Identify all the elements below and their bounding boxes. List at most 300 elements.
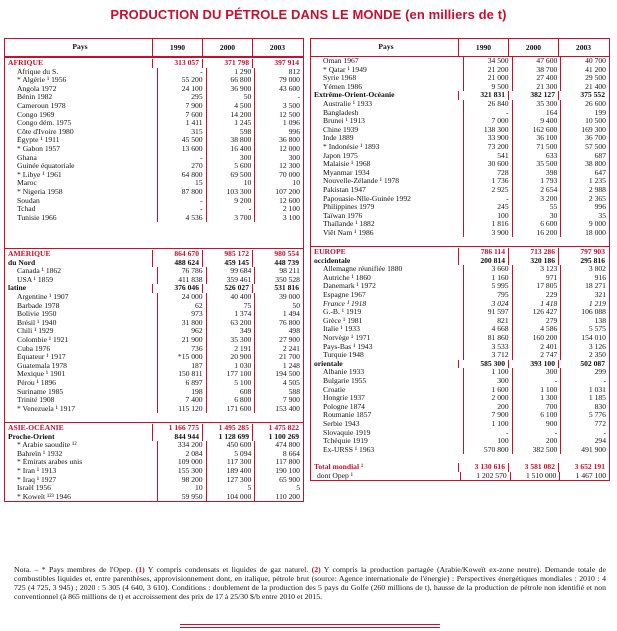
- value-1990: *15 000: [157, 353, 206, 362]
- table-header: [5, 39, 303, 57]
- value-2000: 126 427: [512, 308, 561, 317]
- value-1990: 321 831: [458, 91, 508, 100]
- country-name: G.-B. ¹ 1919: [323, 308, 362, 317]
- value-2000: 69 500: [206, 171, 255, 180]
- value-2003: 12 000: [254, 145, 303, 154]
- country-name: Argentine ¹ 1907: [17, 293, 69, 302]
- value-2003: 1 248: [254, 362, 303, 371]
- value-1990: -: [157, 68, 206, 77]
- value-2000: 2 654: [512, 186, 561, 195]
- spacer-row: [311, 454, 609, 463]
- country-name: Mexique ¹ 1901: [17, 370, 66, 379]
- value-1990: 3 660: [463, 265, 512, 274]
- value-2000: -: [512, 429, 561, 438]
- table-row: [5, 345, 303, 354]
- value-1990: 4 536: [157, 214, 206, 223]
- country-name: Cameroun 1978: [17, 101, 66, 110]
- value-2000: 5 094: [206, 450, 255, 459]
- value-2003: 21 400: [560, 83, 609, 92]
- country-name: Turquie 1948: [323, 351, 364, 360]
- region-row: [5, 57, 303, 68]
- table-row: [311, 317, 609, 326]
- value-2003: 812: [254, 68, 303, 77]
- value-1990: 3 024: [463, 300, 512, 309]
- value-2003: 40 700: [560, 57, 609, 66]
- value-2000: 398: [512, 169, 561, 178]
- value-1990: -: [463, 195, 512, 204]
- value-1990: 13 600: [157, 145, 206, 154]
- country-name: Pakistan 1947: [323, 185, 366, 194]
- country-name: Viêt Nam ¹ 1986: [323, 228, 374, 237]
- value-1990: 821: [463, 317, 512, 326]
- value-1990: 73 200: [463, 143, 512, 152]
- table-row: [311, 126, 609, 135]
- value-2003: 375 552: [558, 91, 608, 100]
- country-name: Espagne 1967: [323, 291, 366, 300]
- value-2003: 9 000: [560, 220, 609, 229]
- value-2003: 117 800: [254, 458, 303, 467]
- value-1990: 200 814: [458, 257, 508, 266]
- value-1990: 300: [463, 377, 512, 386]
- value-2003: 65 900: [254, 476, 303, 485]
- value-2003: 498: [254, 327, 303, 336]
- value-2003: 154 010: [560, 334, 609, 343]
- value-2000: 5 600: [206, 162, 255, 171]
- table-row: [311, 446, 609, 455]
- value-2003: 980 554: [252, 250, 302, 259]
- country-name: Grèce ¹ 1981: [323, 316, 363, 325]
- value-2003: 321: [560, 291, 609, 300]
- value-2003: 4 505: [254, 379, 303, 388]
- table-row: [5, 171, 303, 180]
- country-name: Malaisie ¹ 1968: [323, 160, 371, 169]
- value-2003: 996: [254, 128, 303, 137]
- value-1990: -: [157, 197, 206, 206]
- table-row: [5, 405, 303, 414]
- value-2003: 1 031: [560, 386, 609, 395]
- value-2000: 50: [206, 93, 255, 102]
- spacer-row: [311, 237, 609, 246]
- table-row: [5, 102, 303, 111]
- value-1990: 1 202 570: [460, 472, 510, 481]
- value-2000: -: [206, 205, 255, 214]
- subregion-row: [5, 433, 303, 442]
- value-1990: 541: [463, 152, 512, 161]
- value-1990: 270: [157, 162, 206, 171]
- table-row: [5, 310, 303, 319]
- country-name: Bulgarie 1955: [323, 376, 367, 385]
- value-2000: 6 600: [512, 220, 561, 229]
- country-name: ASIE-OCÉANIE: [8, 423, 64, 432]
- country-name: * Qatar ¹ 1949: [323, 65, 367, 74]
- country-name: Extrême-Orient-Océanie: [314, 91, 395, 100]
- value-2003: 397 914: [252, 59, 302, 68]
- table-row: [311, 300, 609, 309]
- value-2000: 279: [512, 317, 561, 326]
- value-1990: 1 736: [463, 177, 512, 186]
- country-name: Chili ¹ 1929: [17, 327, 54, 336]
- note-text-2: Y compris la production partagée (Arabie/Koweït ex-zone neutre).: [320, 565, 542, 574]
- spacer-row: [5, 413, 303, 422]
- value-2000: 1 374: [206, 310, 255, 319]
- value-2000: 127 300: [206, 476, 255, 485]
- value-1990: 864 670: [152, 250, 202, 259]
- value-2003: 76 800: [254, 319, 303, 328]
- country-name: Israël 1956: [17, 484, 51, 493]
- value-2000: 1 300: [512, 394, 561, 403]
- region-row: [311, 246, 609, 257]
- value-1990: 1 100: [463, 420, 512, 429]
- value-1990: 198: [157, 388, 206, 397]
- value-2000: 1 793: [512, 177, 561, 186]
- value-2000: 17 805: [512, 282, 561, 291]
- country-name: Taïwan 1976: [323, 211, 363, 220]
- table-row: [5, 145, 303, 154]
- value-2000: 4 500: [206, 102, 255, 111]
- value-2000: 38 700: [512, 66, 561, 75]
- table-row: [311, 308, 609, 317]
- value-2000: 3 700: [206, 214, 255, 223]
- value-1990: -: [463, 109, 512, 118]
- value-2000: 66 800: [206, 76, 255, 85]
- table-row: [311, 282, 609, 291]
- country-name: Canada ¹ 1862: [17, 267, 62, 276]
- table-row: [311, 343, 609, 352]
- value-1990: 98 200: [157, 476, 206, 485]
- value-2000: 55: [512, 203, 561, 212]
- value-2003: 12 600: [254, 197, 303, 206]
- value-1990: 100: [463, 212, 512, 221]
- country-name: Albanie 1933: [323, 368, 365, 377]
- table-row: [311, 403, 609, 412]
- value-2003: 79 000: [254, 76, 303, 85]
- value-2003: 106 088: [560, 308, 609, 317]
- value-1990: 6 897: [157, 379, 206, 388]
- note-marker-2: (2): [311, 565, 321, 574]
- value-2000: 36 900: [206, 85, 255, 94]
- value-2003: 138: [560, 317, 609, 326]
- value-2000: 38 800: [206, 136, 255, 145]
- value-2000: 633: [512, 152, 561, 161]
- table-row: [311, 74, 609, 83]
- value-2003: 2 988: [560, 186, 609, 195]
- country-name: Suriname 1985: [17, 387, 64, 396]
- table-row: [5, 119, 303, 128]
- table-row: [5, 267, 303, 276]
- value-1990: 187: [157, 362, 206, 371]
- country-name: du Nord: [8, 258, 36, 267]
- country-name: Bénin 1982: [17, 93, 53, 102]
- value-2000: 900: [512, 420, 561, 429]
- value-1990: 138 300: [463, 126, 512, 135]
- country-name: Tchad: [17, 205, 36, 214]
- table-row: [311, 66, 609, 75]
- value-2003: 1 185: [560, 394, 609, 403]
- table-row: [311, 203, 609, 212]
- value-2000: 4 586: [512, 325, 561, 334]
- table-row: [311, 334, 609, 343]
- value-1990: 15: [157, 179, 206, 188]
- value-1990: 1 411: [157, 119, 206, 128]
- value-1990: 81 860: [463, 334, 512, 343]
- table-row: [311, 472, 609, 481]
- country-name: * Nigeria 1958: [17, 187, 63, 196]
- value-1990: 59 950: [157, 493, 206, 502]
- value-2000: 371 798: [202, 59, 252, 68]
- value-1990: 24 000: [157, 293, 206, 302]
- spacer-row: [5, 222, 303, 231]
- country-name: Australie ¹ 1933: [323, 99, 373, 108]
- value-2003: 3 500: [254, 102, 303, 111]
- value-1990: 844 944: [152, 433, 202, 442]
- country-name: * Émirats arabes unis: [17, 458, 83, 467]
- value-2003: 29 500: [560, 74, 609, 83]
- country-name: Slovaquie 1919: [323, 428, 371, 437]
- value-2003: 687: [560, 152, 609, 161]
- value-2003: 491 900: [560, 446, 609, 455]
- value-2000: 450 600: [206, 441, 255, 450]
- country-name: Papouasie-Nlle-Guinée 1992: [323, 194, 411, 203]
- value-2003: 98 211: [254, 267, 303, 276]
- value-2003: 531 816: [252, 284, 302, 293]
- value-1990: 3 712: [463, 351, 512, 360]
- value-2003: 27 900: [254, 336, 303, 345]
- value-1990: 64 800: [157, 171, 206, 180]
- country-name: Ghana: [17, 153, 37, 162]
- country-name: Bahreïn ¹ 1932: [17, 449, 63, 458]
- note-text-1: Y compris condensats et liquides de gaz naturel.: [144, 565, 309, 574]
- country-name: Norvège ¹ 1971: [323, 334, 371, 342]
- value-2000: 14 200: [206, 111, 255, 120]
- table-row: [5, 484, 303, 493]
- right-table: [310, 38, 610, 481]
- country-name: Ex-URSS ¹ 1963: [323, 445, 375, 454]
- table-row: [5, 467, 303, 476]
- table-row: [311, 117, 609, 126]
- value-2003: 474 800: [254, 441, 303, 450]
- value-1990: 245: [463, 203, 512, 212]
- country-name: Nouvelle-Zélande ¹ 1978: [323, 177, 400, 186]
- country-name: Roumanie 1857: [323, 411, 372, 420]
- value-2003: 10: [254, 179, 303, 188]
- table-row: [311, 186, 609, 195]
- table-row: [311, 265, 609, 274]
- table-row: [311, 152, 609, 161]
- value-1990: 4 668: [463, 325, 512, 334]
- country-name: Yémen 1986: [323, 82, 363, 91]
- country-name: Équateur ¹ 1917: [17, 353, 66, 362]
- value-2003: 3 802: [560, 265, 609, 274]
- country-name: Total mondial ¹: [314, 462, 364, 471]
- table-row: [5, 450, 303, 459]
- value-2003: 18 271: [560, 282, 609, 291]
- country-name: latine: [8, 284, 27, 293]
- country-name: Guatemala 1978: [17, 361, 67, 370]
- footnote: [14, 565, 606, 601]
- value-2003: 300: [254, 154, 303, 163]
- country-name: Syrie 1968: [323, 74, 357, 83]
- value-2000: 320 186: [508, 257, 558, 266]
- value-2003: 2 241: [254, 345, 303, 354]
- value-1990: 76 786: [157, 267, 206, 276]
- region-row: [5, 422, 303, 433]
- subregion-row: [5, 284, 303, 293]
- table-row: [5, 362, 303, 371]
- value-2000: 598: [206, 128, 255, 137]
- value-2000: 63 200: [206, 319, 255, 328]
- value-1990: 570 800: [463, 446, 512, 455]
- country-name: Japon 1975: [323, 151, 358, 160]
- value-2000: 104 000: [206, 493, 255, 502]
- value-2003: 1 494: [254, 310, 303, 319]
- header-2003: 2003: [558, 39, 608, 56]
- table-row: [5, 396, 303, 405]
- table-row: [5, 136, 303, 145]
- value-2003: 299: [560, 368, 609, 377]
- value-2003: 2 350: [560, 351, 609, 360]
- value-2003: 110 200: [254, 493, 303, 502]
- subregion-row: [311, 360, 609, 369]
- table-row: [5, 68, 303, 77]
- table-row: [5, 154, 303, 163]
- country-name: Brésil ¹ 1940: [17, 318, 57, 327]
- country-name: Philippines 1979: [323, 203, 375, 212]
- country-name: Soudan: [17, 196, 40, 205]
- value-2000: 99 684: [206, 267, 255, 276]
- country-name: Allemagne réunifiée 1880: [323, 265, 403, 274]
- value-2000: 1 495 285: [202, 424, 252, 433]
- value-1990: 315: [157, 128, 206, 137]
- value-1990: 31 800: [157, 319, 206, 328]
- value-2003: 21 700: [254, 353, 303, 362]
- value-2003: 5: [254, 484, 303, 493]
- value-2000: 3 200: [512, 195, 561, 204]
- country-name: Angola 1972: [17, 84, 57, 93]
- value-2000: 229: [512, 291, 561, 300]
- table-header: [311, 39, 609, 57]
- value-2000: 713 286: [508, 248, 558, 257]
- value-2003: 448 739: [252, 259, 302, 268]
- table-row: [311, 169, 609, 178]
- country-name: Congo dém. 1975: [17, 119, 72, 128]
- value-2000: 700: [512, 403, 561, 412]
- value-1990: 45 500: [157, 136, 206, 145]
- value-2003: 43 600: [254, 85, 303, 94]
- value-2003: 2 365: [560, 195, 609, 204]
- value-1990: 9 500: [463, 83, 512, 92]
- value-1990: 962: [157, 327, 206, 336]
- value-2000: 30: [512, 212, 561, 221]
- table-row: [5, 388, 303, 397]
- value-1990: 2 084: [157, 450, 206, 459]
- value-2000: 382 127: [508, 91, 558, 100]
- table-row: [5, 476, 303, 485]
- value-2003: 647: [560, 169, 609, 178]
- header-2000: 2000: [202, 39, 252, 56]
- value-2003: 12 300: [254, 162, 303, 171]
- table-row: [311, 143, 609, 152]
- table-row: [311, 291, 609, 300]
- value-2000: 1 290: [206, 68, 255, 77]
- value-2003: -: [560, 429, 609, 438]
- value-1990: 24 100: [157, 85, 206, 94]
- value-2000: 16 200: [512, 229, 561, 238]
- value-1990: 973: [157, 310, 206, 319]
- value-2003: -: [560, 377, 609, 386]
- value-1990: 87 800: [157, 188, 206, 197]
- value-2003: 1 475 822: [252, 424, 302, 433]
- value-2003: 10 500: [560, 117, 609, 126]
- value-2000: 75: [206, 302, 255, 311]
- value-1990: 295: [157, 93, 206, 102]
- country-name: Italie ¹ 1933: [323, 325, 360, 334]
- country-name: orientale: [314, 359, 343, 368]
- value-2000: 103 300: [206, 188, 255, 197]
- value-1990: 115 120: [157, 405, 206, 414]
- table-row: [5, 111, 303, 120]
- value-1990: 100: [463, 437, 512, 446]
- value-1990: 1 160: [463, 274, 512, 283]
- country-name: Pologne 1874: [323, 402, 365, 411]
- value-2003: 36 700: [560, 134, 609, 143]
- value-1990: 91 597: [463, 308, 512, 317]
- country-name: Tunisie 1966: [17, 213, 57, 222]
- country-name: Thaïlande ¹ 1882: [323, 220, 375, 229]
- country-name: * Gabon 1957: [17, 144, 61, 153]
- table-row: [5, 458, 303, 467]
- value-2003: 830: [560, 403, 609, 412]
- table-row: [311, 220, 609, 229]
- value-2000: 35 300: [206, 336, 255, 345]
- value-2000: 349: [206, 327, 255, 336]
- value-2000: 117 300: [206, 458, 255, 467]
- country-name: Hongrie 1937: [323, 394, 365, 403]
- country-name: Pérou ¹ 1896: [17, 378, 56, 387]
- value-1990: 3 130 616: [458, 463, 508, 472]
- country-name: Autriche ¹ 1860: [323, 273, 371, 282]
- table-row: [311, 437, 609, 446]
- table-row: [5, 85, 303, 94]
- left-table: [4, 38, 304, 502]
- country-name: Afrique du S.: [17, 67, 59, 76]
- subregion-row: [311, 257, 609, 266]
- value-2000: 35 300: [512, 100, 561, 109]
- value-1990: 30 600: [463, 160, 512, 169]
- value-2003: 502 087: [558, 360, 608, 369]
- country-name: Danemark ¹ 1972: [323, 282, 376, 291]
- left-rows: [5, 57, 303, 501]
- value-2000: 985 172: [202, 250, 252, 259]
- country-name: USA ¹ 1859: [17, 275, 54, 284]
- country-name: Pays-Bas ¹ 1943: [323, 342, 373, 351]
- value-2000: 1 100: [512, 386, 561, 395]
- value-2003: 996: [560, 203, 609, 212]
- country-name: * Libye ¹ 1961: [17, 170, 62, 179]
- right-rows: [311, 57, 609, 480]
- country-name: Inde 1889: [323, 134, 354, 143]
- table-row: [311, 351, 609, 360]
- header-2003: 2003: [252, 39, 302, 56]
- table-row: [5, 76, 303, 85]
- value-2000: -: [512, 377, 561, 386]
- value-2000: 5 100: [206, 379, 255, 388]
- value-1990: 155 300: [157, 467, 206, 476]
- value-2003: 199: [560, 109, 609, 118]
- value-1990: 7 900: [157, 102, 206, 111]
- country-name: Proche-Orient: [8, 432, 55, 441]
- table-row: [5, 493, 303, 502]
- country-name: * Iraq ¹ 1927: [17, 475, 57, 484]
